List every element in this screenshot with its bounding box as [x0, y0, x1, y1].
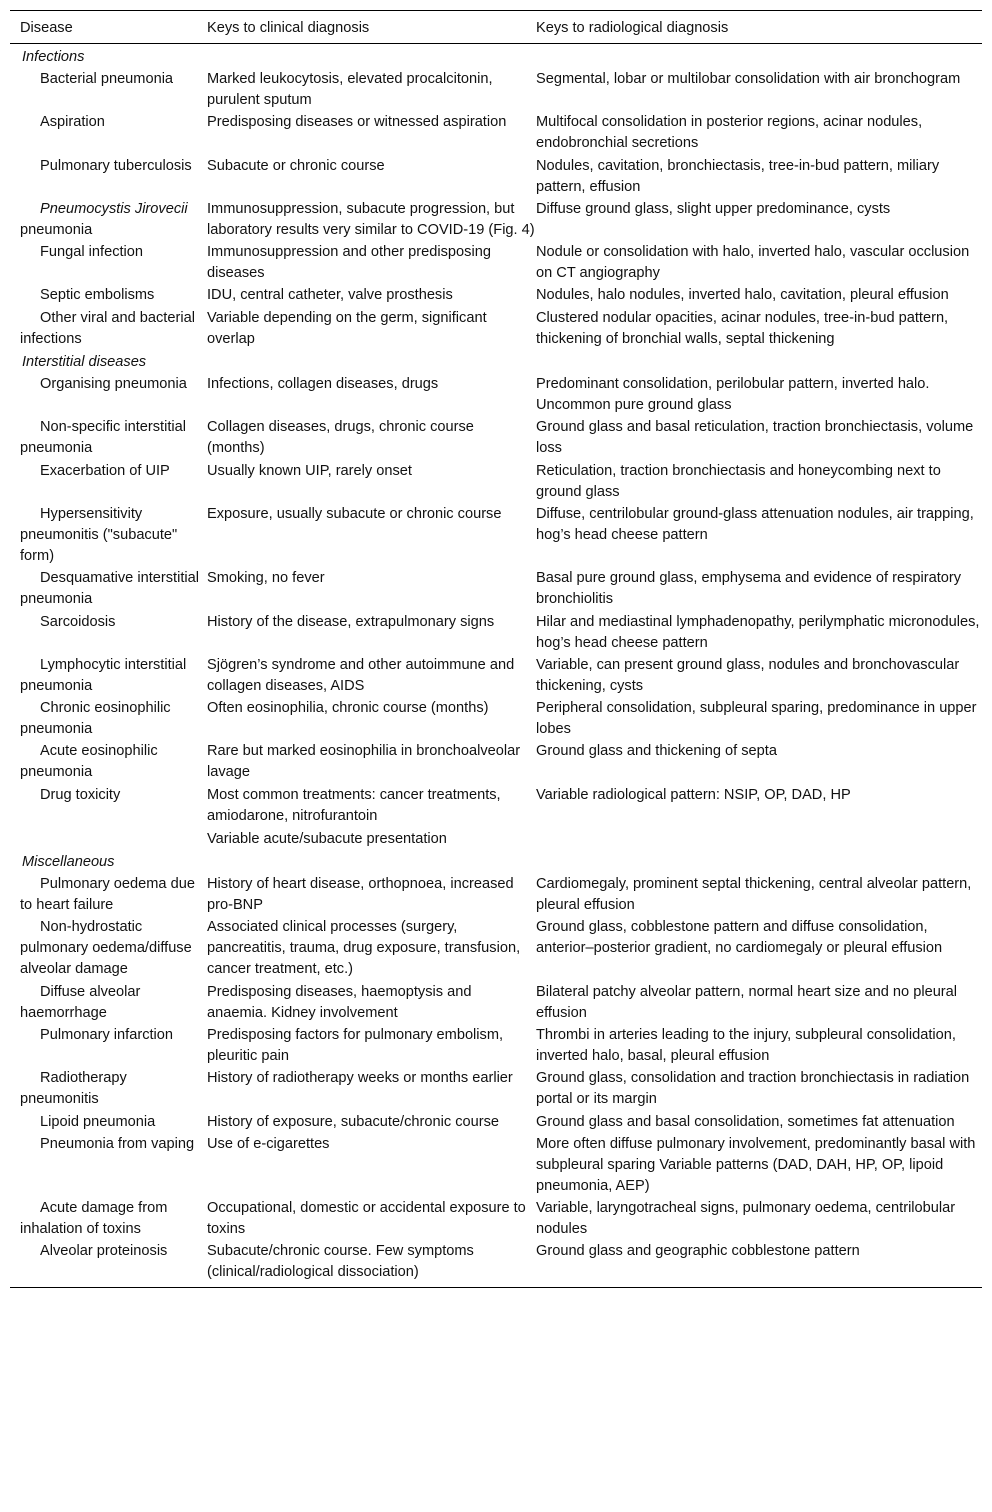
table-row	[10, 308, 982, 351]
clinical-cell	[206, 69, 535, 112]
table-row	[10, 655, 982, 698]
clinical-cell	[206, 917, 535, 981]
disease-cell	[10, 69, 206, 112]
radiological-cell: Basal pure ground glass, emphysema and evidence of respiratory bronchiolitis	[536, 570, 962, 608]
clinical-text: Occupational, domestic or accidental exposure to toxins	[207, 1200, 526, 1238]
disease-cell	[10, 698, 206, 741]
clinical-cell	[206, 612, 535, 655]
clinical-cell	[206, 417, 535, 460]
clinical-cell	[206, 655, 535, 698]
clinical-text: Rare but marked eosinophilia in bronchoalveolar lavage	[207, 743, 521, 781]
table-row	[10, 374, 982, 417]
table-row	[10, 1068, 982, 1111]
table-row	[10, 1134, 982, 1198]
radiological-cell: Ground glass, consolidation and traction bronchiectasis in radiation portal or its margin	[536, 1070, 970, 1108]
table-row	[10, 112, 982, 155]
disease-cell	[10, 199, 206, 242]
clinical-text: Use of e-cigarettes	[207, 1135, 330, 1152]
section-heading: Infections	[22, 49, 85, 65]
disease-name: Desquamative interstitial pneumonia	[20, 570, 199, 608]
radiological-cell: Nodules, cavitation, bronchiectasis, tree-in-bud pattern, miliary pattern, effusion	[536, 157, 940, 195]
disease-name: Lipoid pneumonia	[40, 1113, 156, 1130]
table-row	[10, 199, 982, 242]
clinical-text: History of heart disease, orthopnoea, increased pro-BNP	[207, 876, 514, 914]
radiological-cell: More often diffuse pulmonary involvement, predominantly basal with subpleural sparing Variable patterns (DAD, DAH, HP, OP, lipoid pneumonia, AEP)	[536, 1135, 976, 1194]
radiological-cell: Reticulation, traction bronchiectasis and honeycombing next to ground glass	[536, 462, 941, 500]
disease-cell	[10, 917, 206, 981]
clinical-text-extra: Variable acute/subacute presentation	[207, 830, 447, 847]
clinical-cell	[206, 741, 535, 784]
clinical-text: History of the disease, extrapulmonary signs	[207, 613, 495, 630]
clinical-cell	[206, 1112, 535, 1134]
clinical-text: Variable depending on the germ, significant overlap	[207, 309, 487, 347]
disease-name: Organising pneumonia	[40, 376, 187, 393]
clinical-text: Predisposing diseases or witnessed aspiration	[207, 114, 507, 131]
radiological-cell: Ground glass and basal consolidation, sometimes fat attenuation	[536, 1113, 955, 1130]
clinical-text: Predisposing diseases, haemoptysis and anaemia. Kidney involvement	[207, 983, 472, 1021]
table-row	[10, 612, 982, 655]
table-row	[10, 874, 982, 917]
clinical-text: Most common treatments: cancer treatments, amiodarone, nitrofurantoin	[207, 786, 501, 824]
clinical-text: Associated clinical processes (surgery, pancreatitis, trauma, drug exposure, transfusion, cancer treatment, etc.)	[207, 919, 521, 978]
clinical-cell	[206, 1025, 535, 1068]
table-row	[10, 156, 982, 199]
clinical-text: Immunosuppression and other predisposing diseases	[207, 244, 491, 282]
disease-name: Acute damage from inhalation of toxins	[20, 1200, 168, 1238]
clinical-cell	[206, 785, 535, 851]
table-row	[10, 504, 982, 568]
disease-cell	[10, 874, 206, 917]
radiological-cell: Ground glass and geographic cobblestone pattern	[536, 1243, 860, 1260]
radiological-cell: Nodule or consolidation with halo, inverted halo, vascular occlusion on CT angiography	[536, 244, 970, 282]
clinical-text: Subacute or chronic course	[207, 157, 385, 174]
disease-cell	[10, 285, 206, 307]
table-row	[10, 1198, 982, 1241]
disease-cell	[10, 461, 206, 504]
clinical-cell	[206, 1068, 535, 1111]
disease-name: Pulmonary tuberculosis	[40, 157, 192, 174]
clinical-cell	[206, 242, 535, 285]
radiological-cell: Variable, laryngotracheal signs, pulmonary oedema, centrilobular nodules	[536, 1200, 956, 1238]
clinical-text: Exposure, usually subacute or chronic course	[207, 505, 502, 522]
disease-name: Septic embolisms	[40, 287, 155, 304]
radiological-cell: Segmental, lobar or multilobar consolidation with air bronchogram	[536, 71, 961, 87]
disease-name: Fungal infection	[40, 244, 144, 261]
section-heading: Miscellaneous	[22, 854, 115, 871]
disease-cell	[10, 1068, 206, 1111]
disease-name: Exacerbation of UIP	[40, 462, 170, 479]
disease-cell	[10, 308, 206, 351]
table-row	[10, 285, 982, 307]
clinical-cell	[206, 504, 535, 568]
table-row	[10, 1025, 982, 1068]
disease-cell	[10, 785, 206, 851]
disease-name: Aspiration	[40, 114, 105, 131]
clinical-cell	[206, 874, 535, 917]
differential-diagnosis-table	[10, 10, 982, 1288]
table-row	[10, 417, 982, 460]
disease-name: Drug toxicity	[40, 786, 121, 803]
header-disease: Disease	[20, 20, 73, 36]
clinical-cell	[206, 374, 535, 417]
radiological-cell: Hilar and mediastinal lymphadenopathy, perilymphatic micronodules, hog’s head cheese pattern	[536, 613, 980, 651]
disease-name: Alveolar proteinosis	[40, 1243, 168, 1260]
table-body	[10, 44, 982, 1287]
disease-cell	[10, 741, 206, 784]
disease-cell	[10, 655, 206, 698]
clinical-text: Often eosinophilia, chronic course (months)	[207, 700, 489, 717]
clinical-cell	[206, 285, 535, 307]
clinical-cell	[206, 461, 535, 504]
disease-cell	[10, 1198, 206, 1241]
clinical-text: Immunosuppression, subacute progression, but laboratory results very similar to COVID-19 (Fig. 4)	[207, 200, 535, 238]
disease-cell	[10, 374, 206, 417]
clinical-cell	[206, 568, 535, 611]
disease-name: Non-hydrostatic pulmonary oedema/diffuse alveolar damage	[20, 919, 192, 978]
disease-name: Lymphocytic interstitial pneumonia	[20, 656, 187, 694]
table-row	[10, 741, 982, 784]
table-header-row	[10, 11, 982, 44]
disease-name: Non-specific interstitial pneumonia	[20, 419, 186, 457]
disease-cell	[10, 612, 206, 655]
header-clinical: Keys to clinical diagnosis	[207, 20, 370, 36]
radiological-cell: Ground glass and thickening of septa	[536, 743, 777, 760]
clinical-text: IDU, central catheter, valve prosthesis	[207, 287, 453, 304]
disease-cell	[10, 504, 206, 568]
radiological-cell: Ground glass and basal reticulation, traction bronchiectasis, volume loss	[536, 419, 974, 457]
clinical-cell	[206, 199, 535, 242]
radiological-cell: Ground glass, cobblestone pattern and diffuse consolidation, anterior–posterior gradient, no cardiomegaly or pleural effusion	[536, 919, 943, 957]
disease-cell	[10, 1112, 206, 1134]
clinical-cell	[206, 308, 535, 351]
radiological-cell: Predominant consolidation, perilobular pattern, inverted halo. Uncommon pure ground glass	[536, 376, 930, 414]
disease-cell	[10, 417, 206, 460]
clinical-text: History of radiotherapy weeks or months earlier	[207, 1070, 513, 1087]
disease-cell	[10, 112, 206, 155]
radiological-cell: Diffuse, centrilobular ground-glass attenuation nodules, air trapping, hog’s head cheese pattern	[536, 505, 974, 543]
table-row	[10, 982, 982, 1025]
radiological-cell: Variable, can present ground glass, nodules and bronchovascular thickening, cysts	[536, 656, 960, 694]
clinical-cell	[206, 156, 535, 199]
disease-name-rest: pneumonia	[20, 221, 93, 238]
clinical-text: Sjögren’s syndrome and other autoimmune and collagen diseases, AIDS	[207, 656, 515, 694]
clinical-text: History of exposure, subacute/chronic course	[207, 1113, 500, 1130]
disease-name: Pneumonia from vaping	[40, 1135, 195, 1152]
disease-name: Pulmonary oedema due to heart failure	[20, 876, 195, 914]
disease-name: Pulmonary infarction	[40, 1026, 174, 1043]
disease-name: Hypersensitivity pneumonitis ("subacute" form)	[20, 505, 178, 564]
table-row	[10, 69, 982, 112]
disease-cell	[10, 568, 206, 611]
disease-name: Sarcoidosis	[40, 613, 116, 630]
clinical-text: Subacute/chronic course. Few symptoms (clinical/radiological dissociation)	[207, 1243, 474, 1281]
disease-name: Radiotherapy pneumonitis	[20, 1070, 127, 1108]
clinical-cell	[206, 698, 535, 741]
clinical-cell	[206, 1198, 535, 1241]
radiological-cell: Variable radiological pattern: NSIP, OP, DAD, HP	[536, 786, 851, 803]
table-row	[10, 1241, 982, 1284]
disease-cell	[10, 1025, 206, 1068]
disease-cell	[10, 1241, 206, 1284]
disease-name: Other viral and bacterial infections	[20, 309, 195, 347]
clinical-cell	[206, 982, 535, 1025]
disease-name: Diffuse alveolar haemorrhage	[20, 983, 141, 1021]
clinical-text: Usually known UIP, rarely onset	[207, 462, 412, 479]
disease-cell	[10, 242, 206, 285]
table-row	[10, 1112, 982, 1134]
table-row	[10, 917, 982, 981]
clinical-cell	[206, 1241, 535, 1284]
disease-name-italic: Pneumocystis Jirovecii	[40, 200, 188, 217]
radiological-cell: Peripheral consolidation, subpleural sparing, predominance in upper lobes	[536, 700, 977, 738]
disease-cell	[10, 156, 206, 199]
radiological-cell: Nodules, halo nodules, inverted halo, cavitation, pleural effusion	[536, 287, 949, 304]
radiological-cell: Diffuse ground glass, slight upper predominance, cysts	[536, 200, 891, 217]
clinical-text: Collagen diseases, drugs, chronic course (months)	[207, 419, 474, 457]
radiological-cell: Cardiomegaly, prominent septal thickening, central alveolar pattern, pleural effusion	[536, 876, 972, 914]
radiological-cell: Multifocal consolidation in posterior regions, acinar nodules, endobronchial secretions	[536, 114, 923, 152]
clinical-cell	[206, 112, 535, 155]
disease-name: Chronic eosinophilic pneumonia	[20, 700, 171, 738]
disease-name: Bacterial pneumonia	[40, 71, 174, 87]
header-radiological: Keys to radiological diagnosis	[536, 20, 729, 36]
clinical-text: Smoking, no fever	[207, 570, 325, 587]
clinical-cell	[206, 1134, 535, 1198]
disease-name: Acute eosinophilic pneumonia	[20, 743, 158, 781]
radiological-cell: Thrombi in arteries leading to the injury, subpleural consolidation, inverted halo, basal, pleural effusion	[536, 1026, 956, 1064]
clinical-text: Infections, collagen diseases, drugs	[207, 376, 439, 393]
section-heading: Interstitial diseases	[22, 354, 147, 371]
radiological-cell: Clustered nodular opacities, acinar nodules, tree-in-bud pattern, thickening of bronchial walls, septal thickening	[536, 309, 949, 347]
table-row	[10, 461, 982, 504]
disease-cell	[10, 1134, 206, 1198]
radiological-cell: Bilateral patchy alveolar pattern, normal heart size and no pleural effusion	[536, 983, 958, 1021]
disease-cell	[10, 982, 206, 1025]
table-row	[10, 242, 982, 285]
table-row	[10, 698, 982, 741]
table-row	[10, 568, 982, 611]
clinical-text: Marked leukocytosis, elevated procalcitonin, purulent sputum	[207, 71, 493, 108]
clinical-text: Predisposing factors for pulmonary embolism, pleuritic pain	[207, 1026, 504, 1064]
table-row	[10, 785, 982, 851]
